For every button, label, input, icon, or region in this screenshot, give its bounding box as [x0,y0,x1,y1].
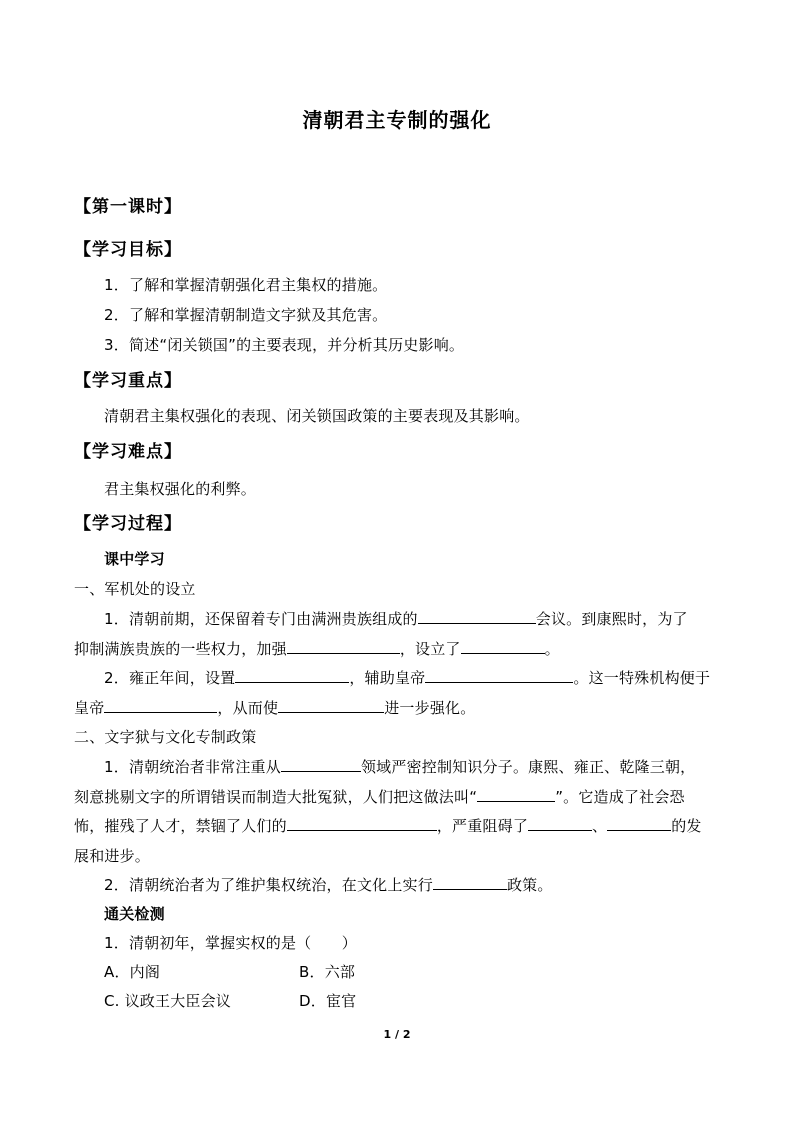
mcq-option-d[interactable]: D．宦官 [299,992,357,1010]
page-title: 清朝君主专制的强化 [302,108,492,132]
mcq-stem: 1．清朝初年，掌握实权的是（ ） [104,934,357,952]
page-number: 1 / 2 [383,1028,411,1041]
answer-blank[interactable] [425,667,573,683]
process-heading: 【学习过程】 [74,514,182,534]
objective-item: 2．了解和掌握清朝制造文字狱及其危害。 [104,306,388,324]
answer-blank[interactable] [287,815,437,831]
lesson-heading: 【第一课时】 [74,197,182,217]
focus-text: 清朝君主集权强化的表现、闭关锁国政策的主要表现及其影响。 [104,407,530,425]
mcq-option-b[interactable]: B．六部 [299,963,356,981]
question-line: 抑制满族贵族的一些权力，加强 ，设立了 。 [74,640,560,658]
section-1-title: 一、军机处的设立 [74,580,196,598]
subheading-in-class: 课中学习 [104,550,165,568]
answer-blank[interactable] [461,638,545,654]
answer-blank[interactable] [281,756,361,772]
question-line: 皇帝 ，从而使 进一步强化。 [74,699,476,717]
question-line: 2．清朝统治者为了维护集权统治，在文化上实行 政策。 [104,876,553,894]
mcq-option-a[interactable]: A．内阁 [104,963,161,981]
question-line: 1．清朝统治者非常注重从 领域严密控制知识分子。康熙、雍正、乾隆三朝， [104,758,696,776]
objective-item: 3．简述“闭关锁国”的主要表现，并分析其历史影响。 [104,336,465,354]
question-line: 怖，摧残了人才，禁锢了人们的 ，严重阻碍了 、 的发 [74,817,702,835]
answer-blank[interactable] [278,697,384,713]
mcq-option-c[interactable]: C. 议政王大臣会议 [104,992,232,1010]
answer-blank[interactable] [607,815,671,831]
question-line: 展和进步。 [74,847,151,865]
objectives-heading: 【学习目标】 [74,240,182,260]
question-line: 2．雍正年间，设置 ，辅助皇帝 。这一特殊机构便于 [104,669,711,687]
difficulty-text: 君主集权强化的利弊。 [104,480,257,498]
difficulty-heading: 【学习难点】 [74,442,182,462]
answer-blank[interactable] [477,786,555,802]
section-2-title: 二、文字狱与文化专制政策 [74,728,257,746]
question-line: 1．清朝前期，还保留着专门由满洲贵族组成的 会议。到康熙时，为了 [104,610,688,628]
question-line: 刻意挑剔文字的所谓错误而制造大批冤狱，人们把这做法叫“ ”。它造成了社会恐 [74,788,685,806]
answer-blank[interactable] [528,815,592,831]
answer-blank[interactable] [418,608,536,624]
answer-blank[interactable] [433,874,507,890]
focus-heading: 【学习重点】 [74,371,182,391]
objective-item: 1．了解和掌握清朝强化君主集权的措施。 [104,276,388,294]
answer-blank[interactable] [287,638,400,654]
answer-blank[interactable] [235,667,349,683]
answer-blank[interactable] [104,697,217,713]
subheading-check: 通关检测 [104,905,165,923]
